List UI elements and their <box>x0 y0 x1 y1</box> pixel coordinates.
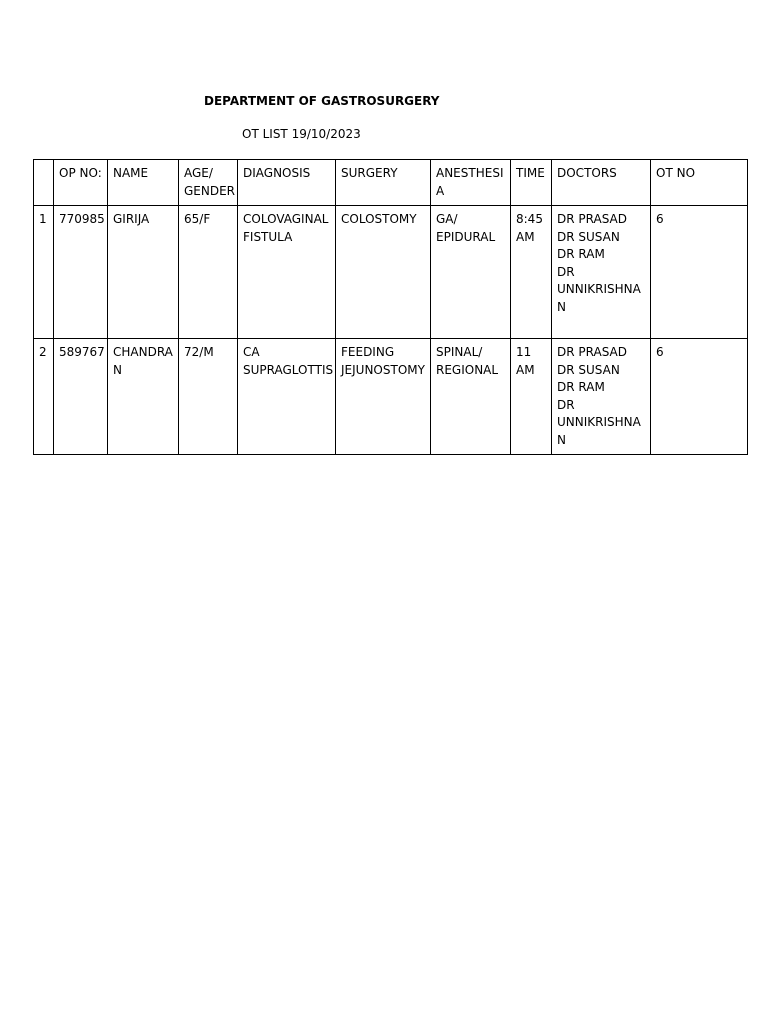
cell-name <box>108 206 179 339</box>
cell-diagnosis-line1: CA <box>243 345 260 359</box>
cell-time-line1: 8:45 <box>516 212 543 226</box>
cell-anesthesia <box>431 206 511 339</box>
doctor-line: UNNIKRISHNA <box>557 415 641 429</box>
table-row <box>34 206 748 339</box>
cell-surgery <box>336 339 431 455</box>
cell-anesthesia-line1: SPINAL/ <box>436 345 483 359</box>
cell-diagnosis <box>238 206 336 339</box>
header-time: TIME <box>511 160 552 206</box>
cell-doctors <box>552 206 651 339</box>
doctor-line: DR RAM <box>557 247 605 261</box>
doctor-line: UNNIKRISHNA <box>557 282 641 296</box>
cell-op-no: 770985 <box>54 206 108 339</box>
doctor-line: N <box>557 299 566 314</box>
cell-name-line1: CHANDRA <box>113 345 173 359</box>
cell-name <box>108 339 179 455</box>
cell-diagnosis-line2: SUPRAGLOTTIS <box>243 362 334 377</box>
header-name: NAME <box>108 160 179 206</box>
ot-list-table <box>33 159 748 455</box>
header-anesthesia: ANESTHESIA <box>431 160 511 206</box>
header-serial <box>34 160 54 206</box>
cell-diagnosis-line2: FISTULA <box>243 229 293 244</box>
cell-age-gender: 65/F <box>179 206 238 339</box>
cell-diagnosis-line1: COLOVAGINAL <box>243 212 329 226</box>
cell-time <box>511 339 552 455</box>
cell-time-line2: AM <box>516 362 535 377</box>
cell-age-gender: 72/M <box>179 339 238 455</box>
cell-name-line2: N <box>113 362 122 377</box>
cell-time-line2: AM <box>516 229 535 244</box>
cell-surgery-line1: COLOSTOMY <box>341 212 417 226</box>
table-row <box>34 339 748 455</box>
cell-name-line1: GIRIJA <box>113 212 150 226</box>
header-doctors: DOCTORS <box>552 160 651 206</box>
cell-time-line1: 11 <box>516 345 532 359</box>
table-header-row <box>34 160 748 206</box>
department-title: DEPARTMENT OF GASTROSURGERY <box>204 94 440 108</box>
header-diagnosis: DIAGNOSIS <box>238 160 336 206</box>
cell-surgery-line2: JEJUNOSTOMY <box>341 362 425 377</box>
doctor-line: DR PRASAD <box>557 345 627 359</box>
cell-anesthesia <box>431 339 511 455</box>
header-age-gender-line1: AGE/ <box>184 166 213 180</box>
cell-op-no: 589767 <box>54 339 108 455</box>
cell-surgery <box>336 206 431 339</box>
cell-anesthesia-line2: EPIDURAL <box>436 229 496 244</box>
cell-anesthesia-line1: GA/ <box>436 212 458 226</box>
cell-diagnosis <box>238 339 336 455</box>
cell-ot-no: 6 <box>651 206 748 339</box>
doctor-line: DR PRASAD <box>557 212 627 226</box>
doctor-line: DR SUSAN <box>557 362 620 377</box>
doctor-line: DR RAM <box>557 380 605 394</box>
cell-doctors <box>552 339 651 455</box>
header-op-no: OP NO: <box>54 160 108 206</box>
cell-ot-no: 6 <box>651 339 748 455</box>
cell-surgery-line1: FEEDING <box>341 345 395 359</box>
cell-serial: 2 <box>34 339 54 455</box>
doctor-line: DR SUSAN <box>557 229 620 244</box>
ot-list-title: OT LIST 19/10/2023 <box>242 127 361 141</box>
doctor-line: DR <box>557 397 575 412</box>
header-age-gender <box>179 160 238 206</box>
cell-serial: 1 <box>34 206 54 339</box>
cell-time <box>511 206 552 339</box>
header-surgery: SURGERY <box>336 160 431 206</box>
cell-anesthesia-line2: REGIONAL <box>436 362 499 377</box>
header-ot-no: OT NO <box>651 160 748 206</box>
doctor-line: DR <box>557 264 575 279</box>
doctor-line: N <box>557 432 566 447</box>
header-age-gender-line2: GENDER <box>184 183 236 198</box>
